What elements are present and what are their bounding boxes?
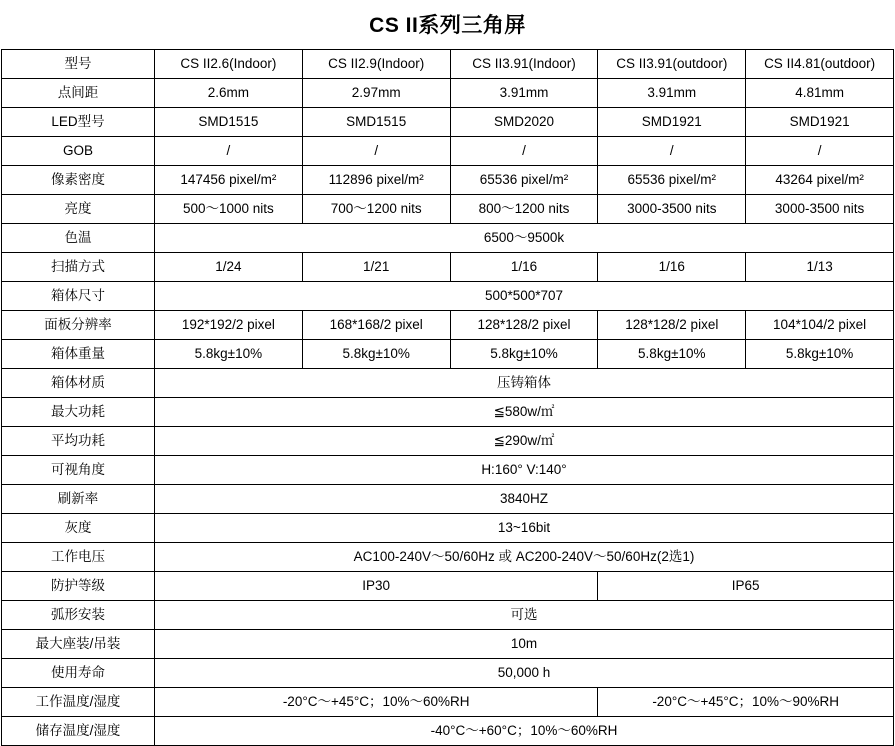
table-cell: CS II2.6(Indoor) bbox=[155, 50, 303, 79]
table-cell: 压铸箱体 bbox=[155, 369, 894, 398]
table-cell: -20°C〜+45°C；10%〜90%RH bbox=[598, 688, 894, 717]
table-cell: 800〜1200 nits bbox=[450, 195, 598, 224]
row-label: 弧形安装 bbox=[2, 601, 155, 630]
table-row bbox=[2, 311, 894, 340]
table-cell: 3840HZ bbox=[155, 485, 894, 514]
table-cell: SMD1921 bbox=[746, 108, 894, 137]
row-label: GOB bbox=[2, 137, 155, 166]
table-cell: 112896 pixel/m² bbox=[302, 166, 450, 195]
row-label: 面板分辨率 bbox=[2, 311, 155, 340]
row-label: 刷新率 bbox=[2, 485, 155, 514]
table-cell: SMD1515 bbox=[155, 108, 303, 137]
table-cell: 3.91mm bbox=[598, 79, 746, 108]
table-cell: 3.91mm bbox=[450, 79, 598, 108]
table-row bbox=[2, 572, 894, 601]
row-label: 扫描方式 bbox=[2, 253, 155, 282]
table-row bbox=[2, 108, 894, 137]
table-row bbox=[2, 166, 894, 195]
table-cell: 1/24 bbox=[155, 253, 303, 282]
table-cell: 128*128/2 pixel bbox=[598, 311, 746, 340]
table-cell: 147456 pixel/m² bbox=[155, 166, 303, 195]
table-row bbox=[2, 253, 894, 282]
table-row bbox=[2, 514, 894, 543]
row-label: 点间距 bbox=[2, 79, 155, 108]
table-cell: H:160° V:140° bbox=[155, 456, 894, 485]
table-cell: / bbox=[302, 137, 450, 166]
table-cell: / bbox=[450, 137, 598, 166]
row-label: 使用寿命 bbox=[2, 659, 155, 688]
table-body bbox=[2, 50, 894, 746]
table-cell: 500〜1000 nits bbox=[155, 195, 303, 224]
table-cell: 13~16bit bbox=[155, 514, 894, 543]
table-cell: 4.81mm bbox=[746, 79, 894, 108]
table-cell: 5.8kg±10% bbox=[450, 340, 598, 369]
table-cell: 192*192/2 pixel bbox=[155, 311, 303, 340]
row-label: 平均功耗 bbox=[2, 427, 155, 456]
table-cell: 65536 pixel/m² bbox=[598, 166, 746, 195]
table-cell: SMD2020 bbox=[450, 108, 598, 137]
table-cell: 168*168/2 pixel bbox=[302, 311, 450, 340]
row-label: 储存温度/湿度 bbox=[2, 717, 155, 746]
table-row bbox=[2, 717, 894, 746]
table-cell: CS II3.91(Indoor) bbox=[450, 50, 598, 79]
table-cell: 104*104/2 pixel bbox=[746, 311, 894, 340]
page-title: CS II系列三角屏 bbox=[369, 14, 526, 37]
table-cell: 3000-3500 nits bbox=[598, 195, 746, 224]
table-cell: -20°C〜+45°C；10%〜60%RH bbox=[155, 688, 598, 717]
table-cell: 可选 bbox=[155, 601, 894, 630]
table-row bbox=[2, 369, 894, 398]
table-row bbox=[2, 427, 894, 456]
table-cell: -40°C〜+60°C；10%〜60%RH bbox=[155, 717, 894, 746]
table-row bbox=[2, 398, 894, 427]
row-label: 最大座装/吊装 bbox=[2, 630, 155, 659]
table-cell: ≦580w/㎡ bbox=[155, 398, 894, 427]
row-label: 色温 bbox=[2, 224, 155, 253]
row-label: 最大功耗 bbox=[2, 398, 155, 427]
table-cell: 5.8kg±10% bbox=[746, 340, 894, 369]
table-cell: IP30 bbox=[155, 572, 598, 601]
table-cell: 1/16 bbox=[598, 253, 746, 282]
table-row bbox=[2, 50, 894, 79]
table-row bbox=[2, 601, 894, 630]
row-label: 箱体材质 bbox=[2, 369, 155, 398]
table-cell: / bbox=[155, 137, 303, 166]
table-cell: IP65 bbox=[598, 572, 894, 601]
table-cell: CS II4.81(outdoor) bbox=[746, 50, 894, 79]
table-row bbox=[2, 630, 894, 659]
table-row bbox=[2, 688, 894, 717]
table-cell: 128*128/2 pixel bbox=[450, 311, 598, 340]
table-cell: CS II3.91(outdoor) bbox=[598, 50, 746, 79]
table-cell: 5.8kg±10% bbox=[302, 340, 450, 369]
table-row bbox=[2, 282, 894, 311]
table-cell: 1/16 bbox=[450, 253, 598, 282]
table-row bbox=[2, 195, 894, 224]
table-cell: 6500〜9500k bbox=[155, 224, 894, 253]
table-row bbox=[2, 79, 894, 108]
row-label: 箱体重量 bbox=[2, 340, 155, 369]
row-label: 工作电压 bbox=[2, 543, 155, 572]
row-label: 像素密度 bbox=[2, 166, 155, 195]
table-cell: / bbox=[746, 137, 894, 166]
table-row bbox=[2, 543, 894, 572]
table-cell: 43264 pixel/m² bbox=[746, 166, 894, 195]
row-label: 箱体尺寸 bbox=[2, 282, 155, 311]
table-row bbox=[2, 137, 894, 166]
row-label: 亮度 bbox=[2, 195, 155, 224]
table-cell: 5.8kg±10% bbox=[598, 340, 746, 369]
row-label: 工作温度/湿度 bbox=[2, 688, 155, 717]
table-row bbox=[2, 340, 894, 369]
table-cell: 10m bbox=[155, 630, 894, 659]
table-row bbox=[2, 485, 894, 514]
table-cell: 500*500*707 bbox=[155, 282, 894, 311]
table-cell: 65536 pixel/m² bbox=[450, 166, 598, 195]
table-cell: CS II2.9(Indoor) bbox=[302, 50, 450, 79]
table-cell: 50,000 h bbox=[155, 659, 894, 688]
table-cell: 1/21 bbox=[302, 253, 450, 282]
table-cell: SMD1921 bbox=[598, 108, 746, 137]
table-cell: 1/13 bbox=[746, 253, 894, 282]
table-cell: ≦290w/㎡ bbox=[155, 427, 894, 456]
table-cell: 700〜1200 nits bbox=[302, 195, 450, 224]
table-cell: 5.8kg±10% bbox=[155, 340, 303, 369]
row-label: 型号 bbox=[2, 50, 155, 79]
table-cell: AC100-240V〜50/60Hz 或 AC200-240V〜50/60Hz(2选1) bbox=[155, 543, 894, 572]
table-row bbox=[2, 456, 894, 485]
table-cell: 3000-3500 nits bbox=[746, 195, 894, 224]
row-label: 灰度 bbox=[2, 514, 155, 543]
table-row bbox=[2, 659, 894, 688]
row-label: 可视角度 bbox=[2, 456, 155, 485]
row-label: LED型号 bbox=[2, 108, 155, 137]
row-label: 防护等级 bbox=[2, 572, 155, 601]
table-cell: 2.6mm bbox=[155, 79, 303, 108]
table-row bbox=[2, 224, 894, 253]
table-cell: 2.97mm bbox=[302, 79, 450, 108]
specification-table bbox=[1, 49, 894, 746]
table-cell: SMD1515 bbox=[302, 108, 450, 137]
table-cell: / bbox=[598, 137, 746, 166]
